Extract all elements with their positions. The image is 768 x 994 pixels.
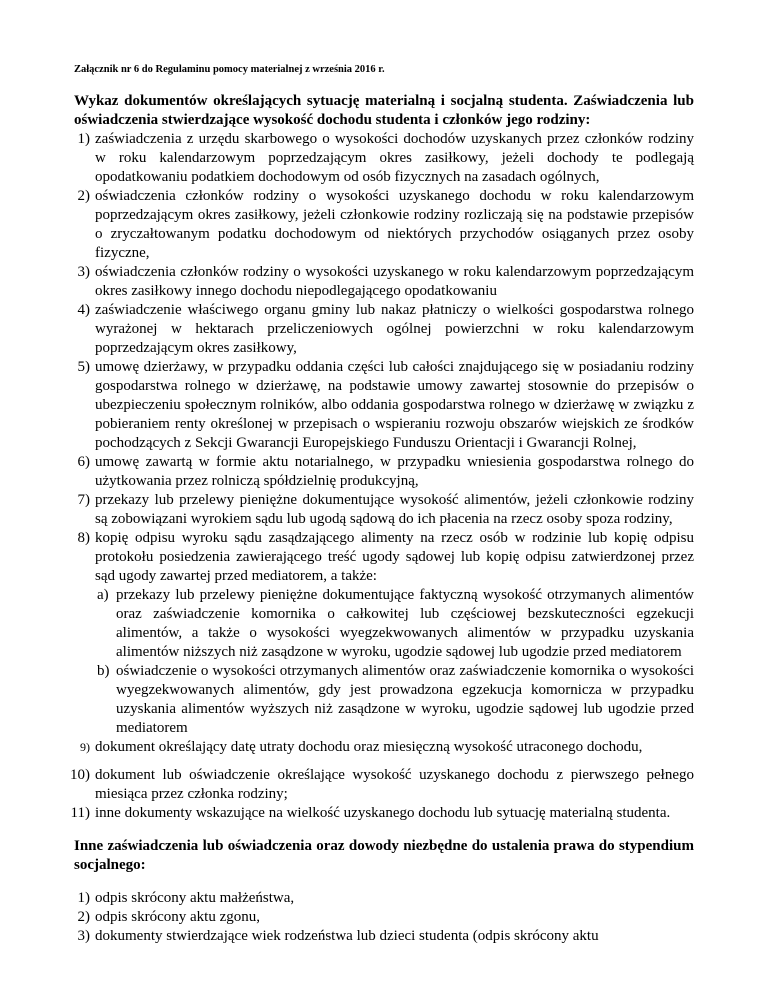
- document-page: [70, 64, 694, 946]
- list-item: [74, 491, 694, 529]
- list-item: [74, 358, 694, 453]
- item-number: 1): [77, 890, 90, 906]
- sub-list-item: [95, 586, 694, 662]
- sub-item-letter: b): [97, 663, 110, 679]
- list-item: [74, 263, 694, 301]
- section1-list: [70, 130, 694, 823]
- item-text: oświadczenia członków rodziny o wysokości uzyskanego dochodu w roku kalendarzowym poprzedzającym okres zasiłkowy, jeżeli członkowie rodziny rozliczają się na podstawie przepisów o zryczałtowanym podatku dochodowym od niektórych przychodów osiąganych przez osoby fizyczne,: [95, 188, 694, 261]
- item-number: 5): [77, 359, 90, 375]
- item-text: przekazy lub przelewy pieniężne dokumentujące wysokość alimentów, jeżeli członkowie rodziny są zobowiązani wyrokiem sądu lub ugodą sądową do ich płacenia na rzecz osoby spoza rodziny,: [95, 492, 694, 527]
- item-number: 8): [77, 530, 90, 546]
- list-item: [74, 453, 694, 491]
- item-number: 11): [70, 805, 90, 821]
- list-item: [74, 130, 694, 187]
- list-item: [70, 804, 694, 823]
- item-text: dokument lub oświadczenie określające wysokość uzyskanego dochodu z pierwszego pełnego miesiąca przez członka rodziny;: [95, 767, 694, 802]
- item-number: 3): [77, 264, 90, 280]
- section2-list: [74, 889, 694, 946]
- item-number: 2): [77, 909, 90, 925]
- list-item: [74, 738, 694, 757]
- item-text: kopię odpisu wyroku sądu zasądzającego alimenty na rzecz osób w rodzinie lub kopię odpisu protokołu posiedzenia zawierającego treść ugody sądowej lub kopię odpisu zatwierdzonej przez sąd ugody zawartej przed mediatorem, a także:: [95, 530, 694, 584]
- item-number: 1): [77, 131, 90, 147]
- item-text: odpis skrócony aktu małżeństwa,: [95, 890, 295, 906]
- item-number: 2): [77, 188, 90, 204]
- item-text: dokumenty stwierdzające wiek rodzeństwa lub dzieci studenta (odpis skrócony aktu: [95, 928, 599, 944]
- list-item: [74, 301, 694, 358]
- item-number: 6): [77, 454, 90, 470]
- list-item: [74, 889, 694, 908]
- item-text: dokument określający datę utraty dochodu oraz miesięczną wysokość utraconego dochodu,: [95, 739, 643, 755]
- list-item: [70, 766, 694, 804]
- item-number: 4): [77, 302, 90, 318]
- item-text: oświadczenia członków rodziny o wysokości uzyskanego w roku kalendarzowym poprzedzającym okres zasiłkowy innego dochodu niepodlegającego opodatkowaniu: [95, 264, 694, 299]
- list-item: [74, 187, 694, 263]
- section2-heading: Inne zaświadczenia lub oświadczenia oraz dowody niezbędne do ustalenia prawa do stypendium socjalnego:: [74, 838, 694, 873]
- item-text: zaświadczenie właściwego organu gminy lub nakaz płatniczy o wielkości gospodarstwa rolnego wyrażonej w hektarach przeliczeniowych ogólnej powierzchni w roku kalendarzowym poprzedzającym okres zasiłkowy,: [95, 302, 694, 356]
- sub-item-letter: a): [97, 587, 109, 603]
- section1-heading: Wykaz dokumentów określających sytuację materialną i socjalną studenta. Zaświadczenia lub oświadczenia stwierdzające wysokość dochodu studenta i członków jego rodziny:: [74, 93, 694, 128]
- item-number: 10): [70, 767, 90, 783]
- item-text: odpis skrócony aktu zgonu,: [95, 909, 260, 925]
- item-text: zaświadczenia z urzędu skarbowego o wysokości dochodów uzyskanych przez członków rodziny w roku kalendarzowym poprzedzającym okres zasiłkowy, jeżeli dochody te podlegają opodatkowaniu podatkiem dochodowym od osób fizycznych na zasadach ogólnych,: [95, 131, 694, 185]
- list-item: [74, 927, 694, 946]
- item-text: inne dokumenty wskazujące na wielkość uzyskanego dochodu lub sytuację materialną studenta.: [95, 805, 671, 821]
- item-text: umowę dzierżawy, w przypadku oddania części lub całości znajdującego się w posiadaniu rodziny gospodarstwa rolnego w dzierżawę, na podstawie umowy zawartej stosownie do przepisów o ubezpieczeniu społecznym rolników, albo oddania gospodarstwa rolnego w dzierżawę w związku z pobieraniem renty określonej w przepisach o wspieraniu rozwoju obszarów wiejskich ze środków pochodzących z Sekcji Gwarancji Europejskiego Funduszu Orientacji i Gwarancji Rolnej,: [95, 359, 694, 451]
- annex-title: Załącznik nr 6 do Regulaminu pomocy materialnej z września 2016 r.: [74, 64, 385, 75]
- item-number: 3): [77, 928, 90, 944]
- sub-item-text: oświadczenie o wysokości otrzymanych alimentów oraz zaświadczenie komornika o wysokości wyegzekwowanych alimentów, gdy jest prowadzona egzekucja komornicza w przypadku uzyskania alimentów wyższych niż zasądzone w wyroku, ugodzie sądowej lub ugodzie przed mediatorem: [116, 663, 694, 736]
- item-number: 7): [77, 492, 90, 508]
- item-text: umowę zawartą w formie aktu notarialnego, w przypadku wniesienia gospodarstwa rolnego do użytkowania przez rolniczą spółdzielnię produkcyjną,: [95, 454, 694, 489]
- item-number: 9): [80, 740, 90, 754]
- list-item: [74, 529, 694, 738]
- sub-item-text: przekazy lub przelewy pieniężne dokumentujące faktyczną wysokość otrzymanych alimentów oraz zaświadczenie komornika o całkowitej lub częściowej bezskuteczności egzekucji alimentów, a także o wysokości wyegzekwowanych alimentów w przypadku uzyskania alimentów niższych niż zasądzone w wyroku, ugodzie sądowej lub ugodzie przed mediatorem: [116, 587, 694, 660]
- sub-list-item: [95, 662, 694, 738]
- list-item: [74, 908, 694, 927]
